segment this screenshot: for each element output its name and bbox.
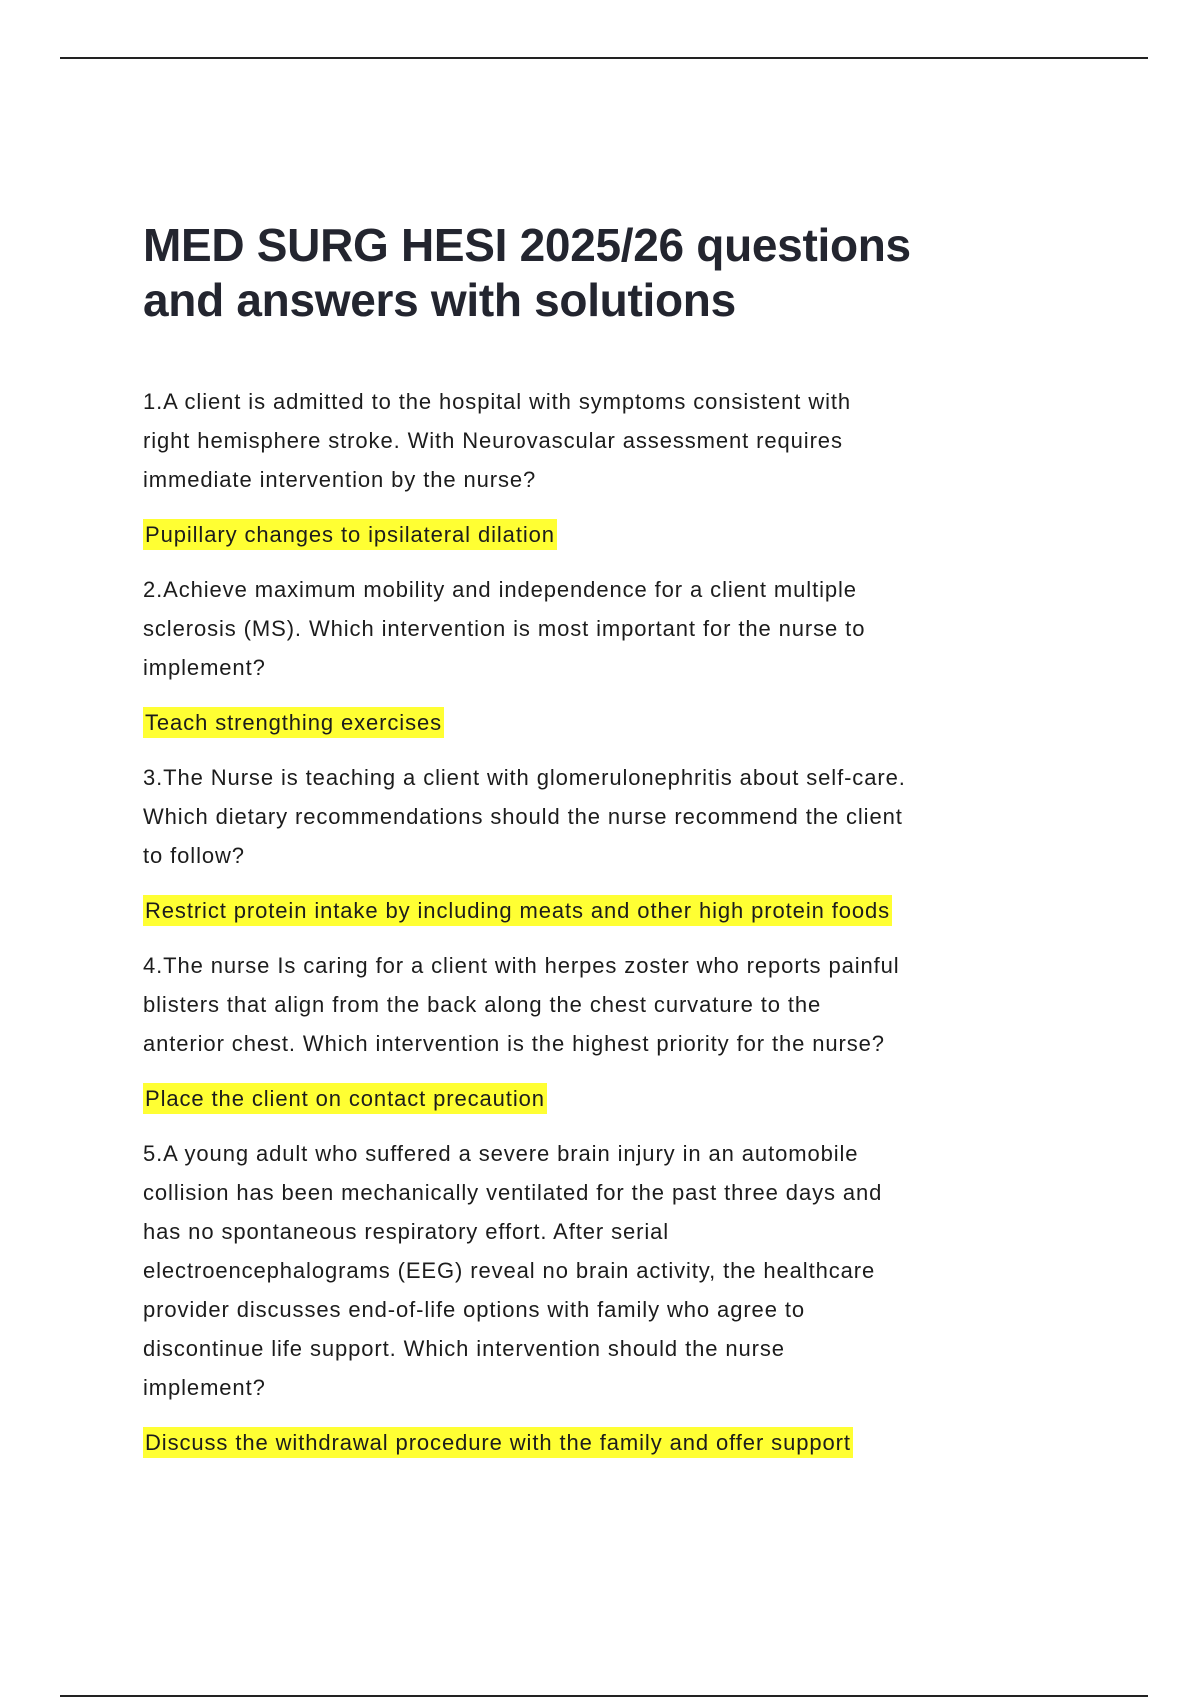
highlighted-answer: Restrict protein intake by including meats and other high protein foods (143, 895, 892, 926)
question-line: anterior chest. Which intervention is the highest priority for the nurse? (143, 1031, 885, 1056)
question-line: implement? (143, 655, 266, 680)
question-line: 1.A client is admitted to the hospital with symptoms consistent with (143, 389, 852, 414)
question-line: blisters that align from the back along the chest curvature to the (143, 992, 822, 1017)
question-line: collision has been mechanically ventilated for the past three days and (143, 1180, 883, 1205)
question-line: 5.A young adult who suffered a severe brain injury in an automobile (143, 1141, 859, 1166)
answer-4 (143, 1079, 1103, 1118)
question-line: sclerosis (MS). Which intervention is most important for the nurse to (143, 616, 866, 641)
question-line: 3.The Nurse is teaching a client with glomerulonephritis about self-care. (143, 765, 906, 790)
question-line: immediate intervention by the nurse? (143, 467, 537, 492)
question-line: to follow? (143, 843, 245, 868)
question-3 (143, 758, 1103, 875)
question-line: implement? (143, 1375, 266, 1400)
highlighted-answer: Teach strengthing exercises (143, 707, 444, 738)
question-line: 2.Achieve maximum mobility and independence for a client multiple (143, 577, 857, 602)
answer-3 (143, 891, 1103, 930)
question-4 (143, 946, 1103, 1063)
highlighted-answer: Place the client on contact precaution (143, 1083, 547, 1114)
question-5 (143, 1134, 1103, 1407)
question-line: electroencephalograms (EEG) reveal no brain activity, the healthcare (143, 1258, 876, 1283)
highlighted-answer: Discuss the withdrawal procedure with the family and offer support (143, 1427, 853, 1458)
question-line: Which dietary recommendations should the nurse recommend the client (143, 804, 903, 829)
title-line-2: and answers with solutions (143, 274, 736, 326)
document-title (143, 218, 911, 328)
question-line: 4.The nurse Is caring for a client with herpes zoster who reports painful (143, 953, 900, 978)
answer-2 (143, 703, 1103, 742)
answer-1 (143, 515, 1103, 554)
question-line: right hemisphere stroke. With Neurovascular assessment requires (143, 428, 843, 453)
qa-list (143, 382, 1103, 1478)
highlighted-answer: Pupillary changes to ipsilateral dilation (143, 519, 557, 550)
answer-5 (143, 1423, 1103, 1462)
header-rule (60, 57, 1148, 59)
question-line: provider discusses end-of-life options with family who agree to (143, 1297, 805, 1322)
question-2 (143, 570, 1103, 687)
question-1 (143, 382, 1103, 499)
question-line: has no spontaneous respiratory effort. After serial (143, 1219, 670, 1244)
question-line: discontinue life support. Which intervention should the nurse (143, 1336, 785, 1361)
footer-rule (60, 1695, 1148, 1697)
title-line-1: MED SURG HESI 2025/26 questions (143, 219, 911, 271)
